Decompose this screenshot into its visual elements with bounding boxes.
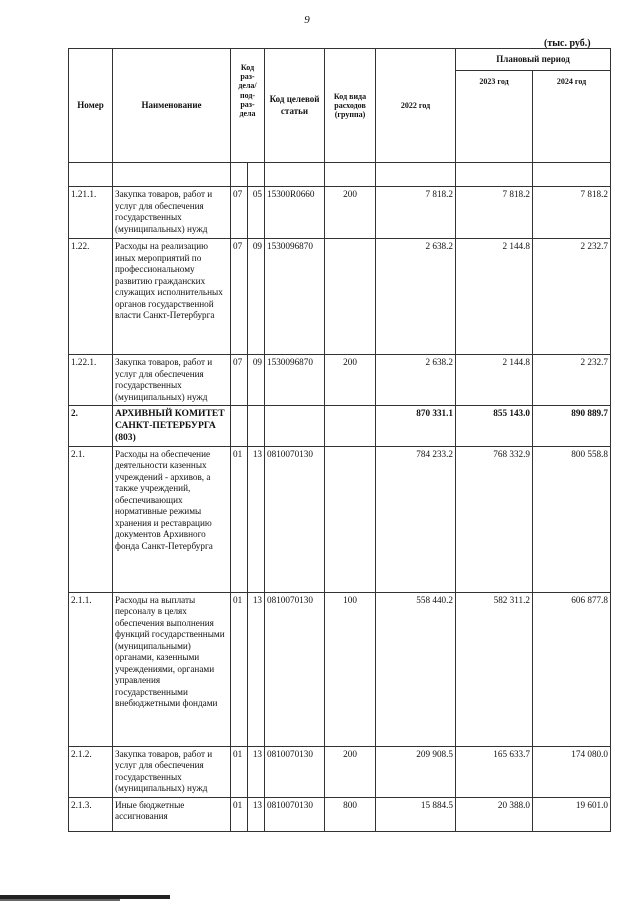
table-row	[69, 239, 611, 355]
row-value-2024: 890 889.7	[533, 406, 611, 447]
table-row	[69, 746, 611, 797]
table-row	[69, 355, 611, 406]
row-value-2024: 2 232.7	[533, 355, 611, 406]
row-expense-type	[325, 239, 376, 355]
row-number: 2.1.3.	[69, 797, 113, 831]
row-podrazdel	[248, 406, 265, 447]
row-value-2022: 2 638.2	[376, 239, 456, 355]
header-name: Наименование	[113, 49, 231, 163]
row-value-2024: 174 080.0	[533, 746, 611, 797]
row-value-2024: 2 232.7	[533, 239, 611, 355]
row-razdel: 01	[231, 797, 248, 831]
row-value-2022: 209 908.5	[376, 746, 456, 797]
row-value-2022: 558 440.2	[376, 592, 456, 746]
budget-table	[68, 48, 611, 832]
row-value-2024: 800 558.8	[533, 446, 611, 592]
row-number: 2.	[69, 406, 113, 447]
row-name: АРХИВНЫЙ КОМИТЕТ САНКТ-ПЕТЕРБУРГА (803)	[113, 406, 231, 447]
row-name: Расходы на обеспечение деятельности казенных учреждений - архивов, а также учреждений, обеспечивающих нормативные режимы хранения и реставрацию документов Архивного фонда Санкт-Петербурга	[113, 446, 231, 592]
row-value-2023: 2 144.8	[456, 355, 533, 406]
row-number: 1.22.1.	[69, 355, 113, 406]
page-number: 9	[304, 14, 310, 26]
row-expense-type	[325, 446, 376, 592]
row-value-2024: 606 877.8	[533, 592, 611, 746]
row-target-code: 0810070130	[265, 592, 325, 746]
header-vid: Код вида расходов (группа)	[325, 49, 376, 163]
row-value-2022: 7 818.2	[376, 187, 456, 239]
row-razdel: 07	[231, 355, 248, 406]
row-target-code: 15300R0660	[265, 187, 325, 239]
header-2023: 2023 год	[456, 71, 533, 163]
bottom-scan-mark-2	[0, 899, 120, 901]
row-razdel	[231, 406, 248, 447]
row-target-code: 1530096870	[265, 355, 325, 406]
table-row	[69, 446, 611, 592]
row-number: 1.22.	[69, 239, 113, 355]
row-target-code: 0810070130	[265, 797, 325, 831]
row-name: Иные бюджетные ассигнования	[113, 797, 231, 831]
row-value-2022: 784 233.2	[376, 446, 456, 592]
table-row	[69, 592, 611, 746]
row-name: Расходы на выплаты персоналу в целях обеспечения выполнения функций государственными (муниципальными) органами, казенными учреждениями, органами управления государственными внебюджетными фондами	[113, 592, 231, 746]
header-razdel: Код раз-дела/ под-раз-дела	[231, 49, 265, 163]
row-number: 2.1.1.	[69, 592, 113, 746]
table-row	[69, 406, 611, 447]
header-2024: 2024 год	[533, 71, 611, 163]
row-podrazdel: 13	[248, 592, 265, 746]
row-value-2022: 870 331.1	[376, 406, 456, 447]
row-podrazdel: 13	[248, 797, 265, 831]
row-podrazdel: 09	[248, 355, 265, 406]
row-razdel: 07	[231, 239, 248, 355]
row-value-2024: 7 818.2	[533, 187, 611, 239]
row-value-2024: 19 601.0	[533, 797, 611, 831]
table-row	[69, 797, 611, 831]
row-podrazdel: 05	[248, 187, 265, 239]
header-plan-period: Плановый период	[456, 49, 611, 71]
row-expense-type: 200	[325, 187, 376, 239]
row-value-2023: 2 144.8	[456, 239, 533, 355]
row-value-2023: 582 311.2	[456, 592, 533, 746]
row-razdel: 01	[231, 592, 248, 746]
header-number: Номер	[69, 49, 113, 163]
row-value-2023: 165 633.7	[456, 746, 533, 797]
row-target-code: 0810070130	[265, 446, 325, 592]
row-expense-type	[325, 406, 376, 447]
row-expense-type: 200	[325, 355, 376, 406]
row-name: Расходы на реализацию иных мероприятий по профессиональному развитию гражданских служащих исполнительных органов государственной власти Санкт-Петербурга	[113, 239, 231, 355]
row-value-2023: 768 332.9	[456, 446, 533, 592]
row-podrazdel: 13	[248, 446, 265, 592]
row-razdel: 01	[231, 746, 248, 797]
row-target-code	[265, 406, 325, 447]
row-podrazdel: 13	[248, 746, 265, 797]
row-razdel: 01	[231, 446, 248, 592]
table-row	[69, 187, 611, 239]
row-number: 2.1.2.	[69, 746, 113, 797]
row-name: Закупка товаров, работ и услуг для обеспечения государственных (муниципальных) нужд	[113, 187, 231, 239]
row-number: 2.1.	[69, 446, 113, 592]
row-podrazdel: 09	[248, 239, 265, 355]
row-number: 1.21.1.	[69, 187, 113, 239]
row-name: Закупка товаров, работ и услуг для обеспечения государственных (муниципальных) нужд	[113, 355, 231, 406]
row-name: Закупка товаров, работ и услуг для обеспечения государственных (муниципальных) нужд	[113, 746, 231, 797]
row-value-2023: 20 388.0	[456, 797, 533, 831]
row-expense-type: 200	[325, 746, 376, 797]
row-expense-type: 100	[325, 592, 376, 746]
row-target-code: 0810070130	[265, 746, 325, 797]
header-target: Код целевой статьи	[265, 49, 325, 163]
row-expense-type: 800	[325, 797, 376, 831]
row-value-2023: 7 818.2	[456, 187, 533, 239]
row-value-2022: 15 884.5	[376, 797, 456, 831]
units-label: (тыс. руб.)	[544, 38, 591, 49]
row-razdel: 07	[231, 187, 248, 239]
row-target-code: 1530096870	[265, 239, 325, 355]
row-value-2023: 855 143.0	[456, 406, 533, 447]
row-value-2022: 2 638.2	[376, 355, 456, 406]
header-2022: 2022 год	[376, 49, 456, 163]
